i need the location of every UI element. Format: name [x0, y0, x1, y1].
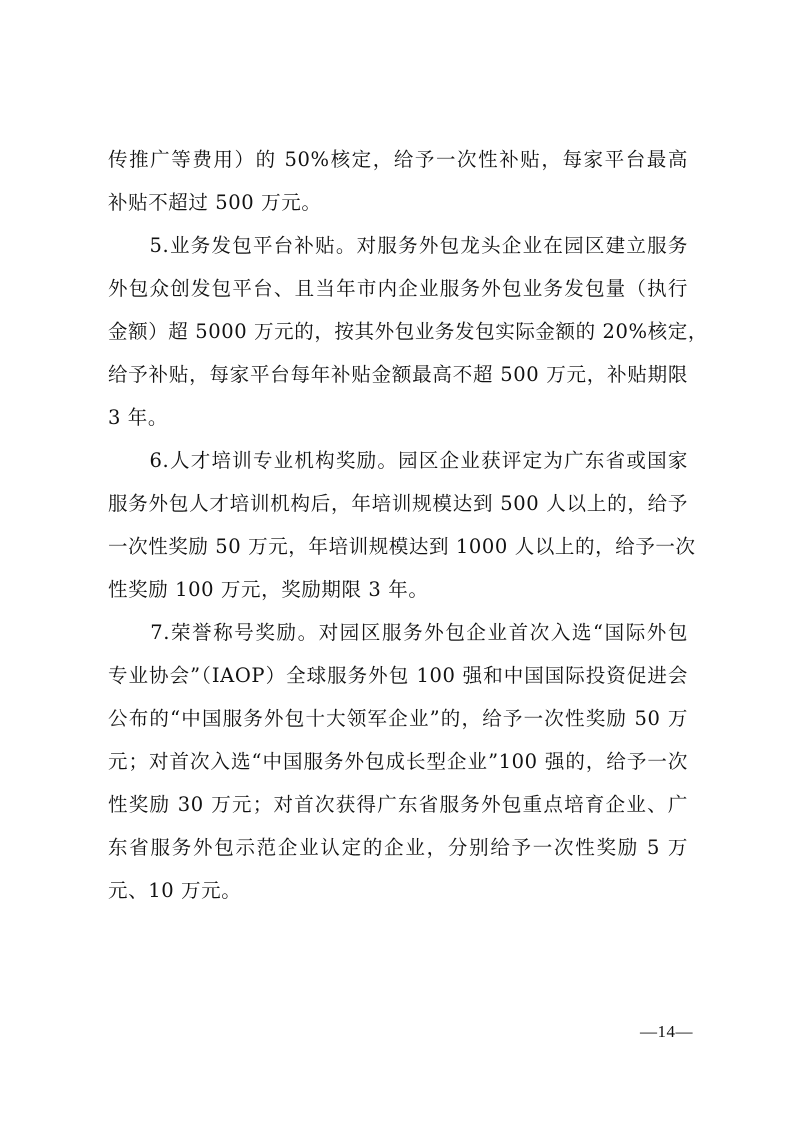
text-line: 传推广等费用）的 50%核定，给予一次性补贴，每家平台最高 — [108, 148, 688, 171]
text-line: 元、10 万元。 — [108, 879, 242, 902]
text-line: 金额）超 5000 万元的，按其外包业务发包实际金额的 20%核定， — [108, 320, 708, 343]
text-line: 7.荣誉称号奖励。对园区服务外包企业首次入选“国际外包 — [108, 621, 688, 644]
text-line: 专业协会”（IAOP）全球服务外包 100 强和中国国际投资促进会 — [108, 664, 688, 687]
paragraph — [108, 138, 688, 224]
text-line: 东省服务外包示范企业认定的企业，分别给予一次性奖励 5 万 — [108, 836, 688, 859]
paragraph — [108, 439, 696, 611]
text-line: 5.业务发包平台补贴。对服务外包龙头企业在园区建立服务 — [108, 234, 688, 257]
text-line: 补贴不超过 500 万元。 — [108, 191, 322, 214]
paragraph — [108, 224, 708, 439]
paragraph — [108, 611, 688, 912]
text-line: 3 年。 — [108, 406, 169, 429]
text-line: 服务外包人才培训机构后，年培训规模达到 500 人以上的，给予 — [108, 492, 688, 515]
document-body — [108, 138, 708, 912]
page-number: —14— — [640, 1022, 693, 1041]
text-line: 公布的“中国服务外包十大领军企业”的，给予一次性奖励 50 万 — [108, 707, 688, 730]
text-line: 性奖励 100 万元，奖励期限 3 年。 — [108, 578, 429, 601]
text-line: 一次性奖励 50 万元，年培训规模达到 1000 人以上的，给予一次 — [108, 535, 696, 558]
text-line: 6.人才培训专业机构奖励。园区企业获评定为广东省或国家 — [108, 449, 688, 472]
text-line: 外包众创发包平台、且当年市内企业服务外包业务发包量（执行 — [108, 277, 688, 300]
text-line: 性奖励 30 万元；对首次获得广东省服务外包重点培育企业、广 — [108, 793, 688, 816]
text-line: 元；对首次入选“中国服务外包成长型企业”100 强的，给予一次 — [108, 750, 688, 773]
text-line: 给予补贴，每家平台每年补贴金额最高不超 500 万元，补贴期限 — [108, 363, 688, 386]
